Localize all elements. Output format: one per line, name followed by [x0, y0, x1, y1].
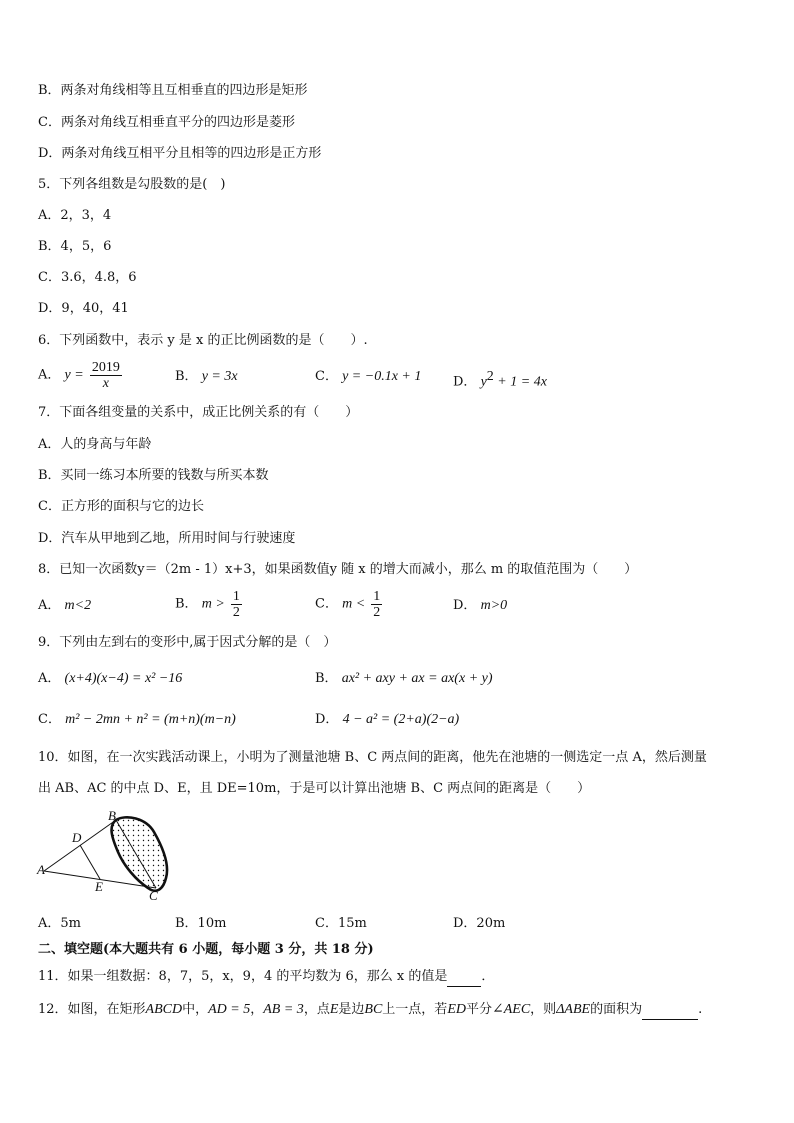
q9-option-a-label: A． — [38, 671, 61, 686]
q9-option-c-label: C． — [38, 712, 61, 727]
q12-ad: AD = 5 — [208, 1002, 251, 1017]
pond-shape — [112, 817, 168, 890]
q9-option-c — [38, 711, 236, 729]
q9-option-d-label: D． — [315, 712, 339, 727]
q6-option-a-denominator: x — [102, 376, 109, 391]
q10-stem-line-2: 出 AB、AC 的中点 D、E，且 DE=10m，于是可以计算出池塘 B、C 两点间的距离是（ ） — [38, 781, 591, 796]
q9-option-b-expr: ax² + axy + ax = ax(x + y) — [341, 671, 493, 686]
q12-text-1: 12．如图，在矩形 — [38, 1002, 146, 1017]
q12-text-3: ， — [250, 1002, 264, 1017]
q7-option-c: C．正方形的面积与它的边长 — [38, 499, 204, 514]
q9-option-a — [38, 670, 182, 688]
q12-e: E — [329, 1002, 339, 1017]
q12-text-8: ，则 — [530, 1002, 557, 1017]
q12-text-4: ，点 — [303, 1002, 330, 1017]
q6-option-a-fraction — [90, 360, 122, 391]
q12-text-7: 平分 — [465, 1002, 492, 1017]
q10-pond-figure — [36, 808, 186, 908]
q12-bc: BC — [364, 1002, 383, 1017]
q9-option-c-expr: m² − 2mn + n² = (m+n)(m−n) — [65, 712, 236, 727]
q6-option-d — [453, 368, 547, 391]
q6-option-d-label: D． — [453, 374, 477, 390]
q12-text-5: 是边 — [338, 1002, 365, 1017]
q5-option-a: A．2，3，4 — [38, 208, 112, 223]
q12-ed: ED — [447, 1002, 466, 1017]
q10-option-d: D．20m — [453, 916, 506, 931]
q6-option-d-rest: + 1 = 4x — [493, 374, 547, 390]
q5-stem: 5．下列各组数是勾股数的是( ) — [38, 177, 226, 192]
q5-option-d: D．9，40，41 — [38, 301, 129, 316]
q6-option-c-expr: y = −0.1x + 1 — [342, 369, 422, 384]
q8-option-c-denominator: 2 — [373, 605, 381, 620]
q8-option-d — [453, 597, 507, 615]
q11-answer-blank[interactable] — [447, 968, 481, 987]
q8-option-c-lhs: m < — [342, 596, 366, 612]
q8-option-b — [175, 589, 244, 620]
q8-option-b-numerator: 1 — [232, 589, 240, 604]
q12 — [38, 1001, 702, 1020]
q12-text-9: 的面积为 — [590, 1002, 643, 1017]
label-e: E — [95, 879, 103, 894]
label-b: B — [108, 808, 116, 823]
q8-option-c — [315, 589, 384, 620]
q6-option-c-label: C． — [315, 369, 338, 384]
q9-stem: 9．下列由左到右的变形中,属于因式分解的是（ ） — [38, 635, 337, 650]
q7-option-a: A．人的身高与年龄 — [38, 437, 152, 452]
q11 — [38, 968, 494, 987]
q12-aec: ∠AEC — [492, 1002, 531, 1017]
q9-option-d — [315, 711, 459, 729]
q12-end: . — [698, 1002, 703, 1017]
q8-option-a — [38, 597, 91, 615]
q4-option-c: C．两条对角线互相垂直平分的四边形是菱形 — [38, 115, 295, 130]
q8-option-a-expr: m<2 — [64, 598, 92, 613]
q8-option-b-label: B． — [175, 596, 198, 612]
q6-option-a-label: A． — [38, 367, 61, 383]
q9-option-d-expr: 4 − a² = (2+a)(2−a) — [342, 712, 460, 727]
q4-option-d: D．两条对角线互相平分且相等的四边形是正方形 — [38, 146, 322, 161]
q8-option-c-numerator: 1 — [373, 589, 381, 604]
label-a: A — [37, 862, 45, 877]
q12-abe: ΔABE — [556, 1002, 591, 1017]
q11-stem: 11．如果一组数据：8，7，5，x，9，4 的平均数为 6，那么 x 的值是 — [38, 969, 448, 984]
q6-option-d-sup: 2 — [486, 369, 494, 384]
q8-option-c-fraction — [371, 589, 382, 620]
q4-option-b: B．两条对角线相等且互相垂直的四边形是矩形 — [38, 83, 308, 98]
segment-de — [80, 845, 100, 879]
q12-text-2: 中， — [182, 1002, 209, 1017]
q6-option-b — [175, 368, 238, 386]
q6-option-a-numerator: 2019 — [91, 360, 120, 375]
label-d: D — [72, 830, 82, 845]
section-2-heading: 二、填空题(本大题共有 6 小题，每小题 3 分，共 18 分) — [38, 942, 374, 957]
q6-option-a-lhs: y = — [64, 367, 84, 383]
q8-option-c-label: C． — [315, 596, 338, 612]
q6-option-b-label: B． — [175, 369, 198, 384]
q9-option-b — [315, 670, 493, 688]
q6-stem: 6．下列函数中，表示 y 是 x 的正比例函数的是（ ）. — [38, 333, 368, 348]
q6-option-c — [315, 368, 421, 386]
q9-option-b-label: B． — [315, 671, 338, 686]
q7-option-d: D．汽车从甲地到乙地，所用时间与行驶速度 — [38, 531, 296, 546]
q6-option-b-expr: y = 3x — [201, 369, 238, 384]
q7-option-b: B．买同一练习本所要的钱数与所买本数 — [38, 468, 269, 483]
q7-stem: 7．下面各组变量的关系中，成正比例关系的有（ ） — [38, 405, 359, 420]
q8-option-a-label: A． — [38, 598, 61, 613]
q11-end: ． — [481, 969, 495, 984]
q8-option-d-label: D． — [453, 598, 477, 613]
q8-option-b-lhs: m > — [201, 596, 225, 612]
q8-option-b-denominator: 2 — [232, 605, 240, 620]
q8-stem: 8．已知一次函数y＝（2m - 1）x+3，如果函数值y 随 x 的增大而减小，那么 m 的取值范围为（ ） — [38, 562, 638, 577]
q5-option-c: C．3.6，4.8，6 — [38, 270, 137, 285]
q10-option-a: A．5m — [38, 916, 81, 931]
q10-option-b: B．10m — [175, 916, 227, 931]
q6-option-d-base: y — [480, 374, 487, 390]
q12-abcd: ABCD — [145, 1002, 183, 1017]
q9-option-a-expr: (x+4)(x−4) = x² −16 — [64, 671, 183, 686]
q8-option-d-expr: m>0 — [480, 598, 508, 613]
q10-stem-line-1: 10．如图，在一次实践活动课上，小明为了测量池塘 B、C 两点间的距离，他先在池塘的一侧选定一点 A，然后测量 — [38, 750, 707, 765]
q12-answer-blank[interactable] — [642, 1001, 698, 1020]
q12-text-6: 上一点，若 — [382, 1002, 448, 1017]
q10-option-c: C．15m — [315, 916, 367, 931]
q6-option-a — [38, 360, 124, 391]
q8-option-b-fraction — [231, 589, 242, 620]
q5-option-b: B．4，5，6 — [38, 239, 112, 254]
label-c: C — [149, 888, 158, 903]
q12-ab: AB = 3 — [263, 1002, 304, 1017]
